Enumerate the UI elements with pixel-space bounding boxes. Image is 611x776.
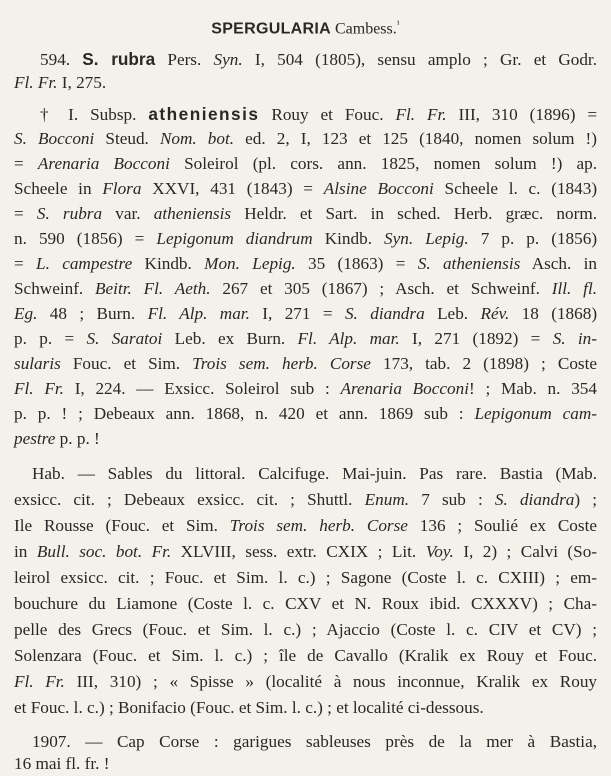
note-line-1: 1907. — Cap Corse : garigues sableuses près de la mer à Bastia, xyxy=(32,732,597,751)
hab-line-9: Fl. Fr. III, 310) ; « Spisse » (localité à nous inconnue, Kralik ex Rouy xyxy=(14,672,598,691)
note-line-2: 16 mai fl. fr. ! xyxy=(14,754,110,773)
subsp-line-3: = Arenaria Bocconi Soleirol (pl. cors. ann. 1825, nomen solum !) ap. xyxy=(14,154,598,173)
subsp-line-5: = S. rubra var. atheniensis Heldr. et Sart. in sched. Herb. græc. norm. xyxy=(14,204,598,223)
hab-line-5: leirol exsicc. cit. ; Fouc. et Sim. l. c.) ; Sagone (Coste l. c. CXIII) ; em- xyxy=(14,568,597,587)
hab-line-8: Solenzara (Fouc. et Sim. l. c.) ; île de Cavallo (Kralik ex Rouy et Fouc. xyxy=(14,646,597,665)
subsp-line-4: Scheele in Flora XXVI, 431 (1843) = Alsine Bocconi Scheele l. c. (1843) xyxy=(14,179,598,198)
species-line-1: 594. S. rubra Pers. Syn. I, 504 (1805), sensu amplo ; Gr. et Godr. xyxy=(40,49,597,69)
genus-heading xyxy=(0,13,611,37)
subsp-line-1: † I. Subsp. atheniensis Rouy et Fouc. Fl. Fr. III, 310 (1896) = xyxy=(40,104,598,124)
subsp-line-2: S. Bocconi Steud. Nom. bot. ed. 2, I, 123 et 125 (1840, nomen solum !) xyxy=(14,129,597,148)
genus-author: Cambess. xyxy=(334,20,397,38)
footnote-mark: ¹ xyxy=(396,19,400,30)
hab-line-2: exsicc. cit. ; Debeaux exsicc. cit. ; Shuttl. Enum. 7 sub : S. diandra) ; xyxy=(14,490,598,509)
subsp-line-9: Eg. 48 ; Burn. Fl. Alp. mar. I, 271 = S. diandra Leb. Rév. 18 (1868) xyxy=(14,304,598,323)
species-line-2: Fl. Fr. I, 275. xyxy=(14,73,107,92)
subsp-line-6: n. 590 (1856) = Lepigonum diandrum Kindb. Syn. Lepig. 7 p. p. (1856) xyxy=(14,229,598,248)
hab-line-7: pelle des Grecs (Fouc. et Sim. l. c.) ; Ajaccio (Coste l. c. CIV et CV) ; xyxy=(14,620,597,639)
species-name: S. rubra xyxy=(82,49,156,69)
genus-name: SPERGULARIA xyxy=(211,20,331,38)
hab-line-4: in Bull. soc. bot. Fr. XLVIII, sess. extr. CXIX ; Lit. Voy. I, 2) ; Calvi (So- xyxy=(14,542,598,561)
subsp-line-11: sularis Fouc. et Sim. Trois sem. herb. Corse 173, tab. 2 (1898) ; Coste xyxy=(14,354,598,373)
hab-line-1: Hab. — Sables du littoral. Calcifuge. Mai-juin. Pas rare. Bastia (Mab. xyxy=(32,464,597,483)
subsp-name: atheniensis xyxy=(148,104,260,124)
subsp-line-10: p. p. = S. Saratoi Leb. ex Burn. Fl. Alp. mar. I, 271 (1892) = S. in- xyxy=(14,329,597,348)
hab-line-3: Ile Rousse (Fouc. et Sim. Trois sem. herb. Corse 136 ; Soulié ex Coste xyxy=(14,516,597,535)
hab-line-6: bouchure du Liamone (Coste l. c. CXV et N. Roux ibid. CXXXV) ; Cha- xyxy=(14,594,597,613)
hab-line-10: et Fouc. l. c.) ; Bonifacio (Fouc. et Sim. l. c.) ; et localité ci-dessous. xyxy=(14,698,484,717)
subsp-line-14: pestre p. p. ! xyxy=(14,429,100,448)
subsp-line-7: = L. campestre Kindb. Mon. Lepig. 35 (1863) = S. atheniensis Asch. in xyxy=(14,254,598,273)
subsp-line-13: p. p. ! ; Debeaux ann. 1868, n. 420 et ann. 1869 sub : Lepigonum cam- xyxy=(14,404,598,423)
subsp-line-12: Fl. Fr. I, 224. — Exsicc. Soleirol sub : Arenaria Bocconi! ; Mab. n. 354 xyxy=(14,379,597,398)
subsp-line-8: Schweinf. Beitr. Fl. Aeth. 267 et 305 (1867) ; Asch. et Schweinf. Ill. fl. xyxy=(14,279,598,298)
